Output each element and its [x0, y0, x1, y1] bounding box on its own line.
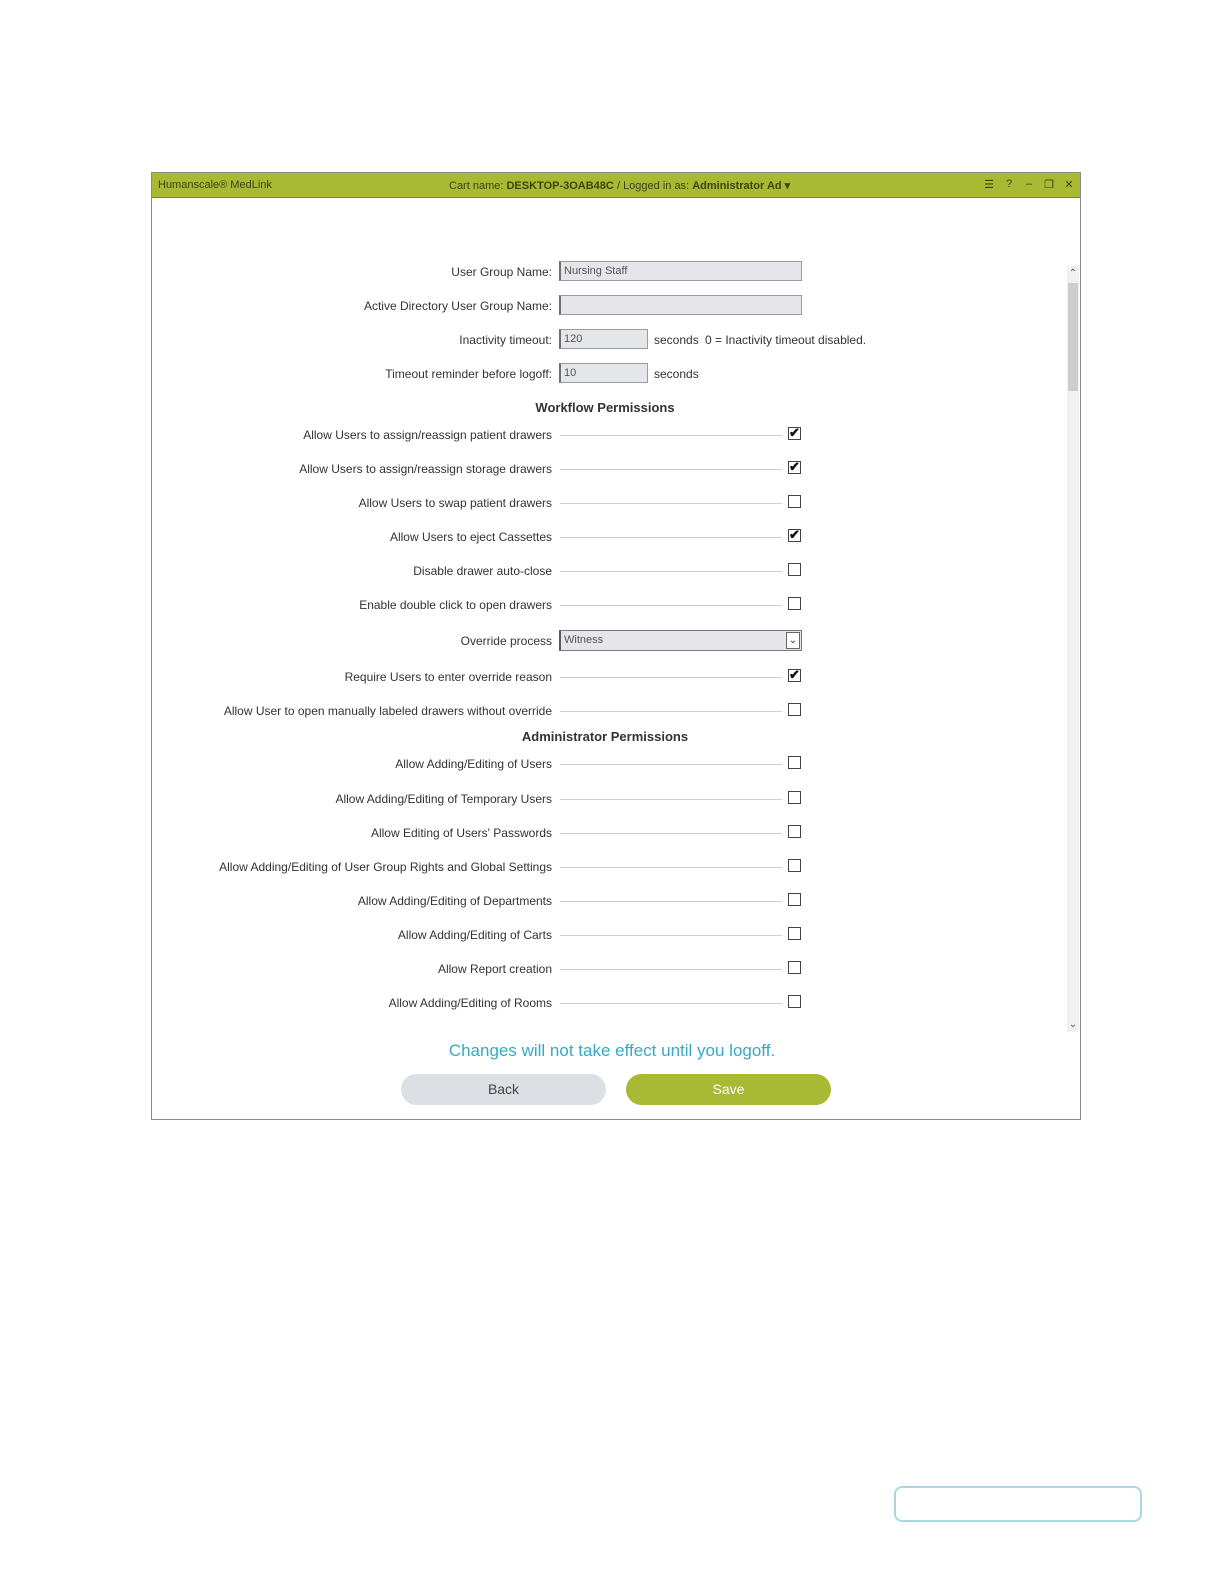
page-number-box: [894, 1486, 1142, 1522]
admin-item-label: Allow Adding/Editing of Users: [395, 757, 552, 771]
inactivity-unit: seconds: [654, 333, 699, 347]
leader-line: [560, 435, 782, 436]
admin-item: [152, 994, 1080, 1012]
scroll-down-icon[interactable]: ⌄: [1068, 1019, 1078, 1030]
leader-line: [560, 764, 782, 765]
admin-checkbox[interactable]: [788, 859, 801, 872]
logoff-notice: [152, 1041, 1080, 1061]
workflow-item: [152, 562, 1080, 580]
app-window: [151, 172, 1081, 1120]
admin-item: [152, 960, 1080, 978]
admin-checkbox[interactable]: [788, 791, 801, 804]
workflow-item: [152, 596, 1080, 614]
ad-group-row: [152, 295, 1080, 317]
workflow-item: [152, 494, 1080, 512]
leader-line: [560, 969, 782, 970]
admin-checkbox[interactable]: [788, 995, 801, 1008]
admin-item: [152, 926, 1080, 944]
ad-group-label: Active Directory User Group Name:: [363, 299, 552, 313]
workflow-checkbox[interactable]: ✔: [789, 527, 800, 542]
workflow-item-label: Allow Users to assign/reassign storage drawers: [299, 462, 552, 476]
workflow-item: [152, 460, 1080, 478]
scroll-thumb[interactable]: [1068, 283, 1078, 391]
admin-item: [152, 824, 1080, 842]
admin-item-label: Allow Adding/Editing of Rooms: [388, 996, 552, 1010]
vertical-scrollbar[interactable]: [1067, 266, 1079, 1032]
admin-checkbox[interactable]: [788, 927, 801, 940]
workflow-checkbox[interactable]: [788, 495, 801, 508]
workflow-item-label: Allow Users to eject Cassettes: [389, 530, 552, 544]
workflow-item-label: Allow Users to swap patient drawers: [358, 496, 552, 510]
logged-label: Logged in as:: [623, 180, 690, 192]
admin-heading: [152, 729, 1080, 744]
menu-icon[interactable]: ☰: [984, 179, 994, 191]
workflow-item-label: Disable drawer auto-close: [413, 564, 552, 578]
reminder-label: Timeout reminder before logoff:: [385, 367, 552, 381]
workflow-checkbox[interactable]: ✔: [789, 667, 800, 682]
close-icon[interactable]: ✕: [1064, 179, 1074, 191]
group-name-label: User Group Name:: [451, 265, 552, 279]
workflow-checkbox[interactable]: [788, 597, 801, 610]
reminder-row: [152, 363, 1080, 385]
leader-line: [560, 901, 782, 902]
separator: /: [616, 180, 620, 192]
window-controls: [984, 178, 1074, 191]
save-button[interactable]: Save: [626, 1074, 831, 1105]
workflow-checkbox[interactable]: ✔: [789, 425, 800, 440]
admin-checkbox[interactable]: [788, 961, 801, 974]
leader-line: [560, 935, 782, 936]
group-name-input[interactable]: [559, 261, 802, 281]
admin-item: [152, 892, 1080, 910]
session-info: [449, 179, 790, 192]
workflow-checkbox[interactable]: [788, 563, 801, 576]
override-select[interactable]: [559, 630, 802, 651]
leader-line: [560, 469, 782, 470]
leader-line: [560, 677, 782, 678]
override-label: Override process: [460, 634, 552, 648]
workflow-item: [152, 426, 1080, 444]
leader-line: [560, 799, 782, 800]
admin-item: [152, 790, 1080, 808]
content-area: [152, 198, 1080, 1119]
workflow-item-label: Enable double click to open drawers: [359, 598, 552, 612]
help-icon[interactable]: ?: [1005, 178, 1013, 190]
admin-heading-text: Administrator Permissions: [521, 729, 689, 744]
inactivity-row: [152, 329, 1080, 351]
override-row: [152, 630, 1080, 652]
workflow-item: [152, 668, 1080, 686]
app-name: Humanscale® MedLink: [158, 179, 272, 191]
chevron-down-icon[interactable]: ⌄: [786, 632, 800, 649]
admin-item-label: Allow Adding/Editing of Temporary Users: [335, 792, 552, 806]
admin-item-label: Allow Report creation: [437, 962, 552, 976]
admin-item: [152, 755, 1080, 773]
restore-icon[interactable]: ❐: [1044, 179, 1054, 191]
workflow-heading: [152, 400, 1080, 415]
cart-label: Cart name:: [449, 180, 504, 192]
admin-item-label: Allow Adding/Editing of User Group Rights and Global Settings: [219, 860, 552, 874]
minimize-icon[interactable]: –: [1025, 178, 1033, 190]
user-menu[interactable]: Administrator Ad ▾: [692, 180, 791, 192]
workflow-checkbox[interactable]: [788, 703, 801, 716]
workflow-item-label: Allow User to open manually labeled drawers without override: [223, 704, 552, 718]
workflow-item: [152, 528, 1080, 546]
leader-line: [560, 571, 782, 572]
reminder-input[interactable]: [559, 363, 648, 383]
back-button[interactable]: Back: [401, 1074, 606, 1105]
group-name-row: [152, 261, 1080, 283]
leader-line: [560, 503, 782, 504]
scroll-up-icon[interactable]: ⌃: [1068, 268, 1078, 279]
workflow-checkbox[interactable]: ✔: [789, 459, 800, 474]
leader-line: [560, 711, 782, 712]
workflow-item-label: Allow Users to assign/reassign patient drawers: [303, 428, 552, 442]
cart-name: DESKTOP-3OAB48C: [506, 180, 614, 192]
workflow-heading-text: Workflow Permissions: [535, 400, 675, 415]
admin-item: [152, 858, 1080, 876]
logoff-notice-text: Changes will not take effect until you logoff.: [448, 1041, 776, 1060]
inactivity-input[interactable]: [559, 329, 648, 349]
admin-checkbox[interactable]: [788, 825, 801, 838]
override-value: Witness: [564, 634, 604, 646]
workflow-item-label: Require Users to enter override reason: [344, 670, 552, 684]
admin-checkbox[interactable]: [788, 893, 801, 906]
admin-checkbox[interactable]: [788, 756, 801, 769]
reminder-unit: seconds: [654, 367, 699, 381]
workflow-item: [152, 702, 1080, 720]
admin-item-label: Allow Adding/Editing of Departments: [357, 894, 552, 908]
inactivity-label: Inactivity timeout:: [459, 333, 552, 347]
leader-line: [560, 1003, 782, 1004]
inactivity-note: 0 = Inactivity timeout disabled.: [705, 333, 867, 347]
leader-line: [560, 867, 782, 868]
leader-line: [560, 537, 782, 538]
admin-item-label: Allow Adding/Editing of Carts: [397, 928, 552, 942]
title-bar: [152, 173, 1080, 198]
leader-line: [560, 605, 782, 606]
admin-item-label: Allow Editing of Users' Passwords: [370, 826, 552, 840]
leader-line: [560, 833, 782, 834]
ad-group-input[interactable]: [559, 295, 802, 315]
